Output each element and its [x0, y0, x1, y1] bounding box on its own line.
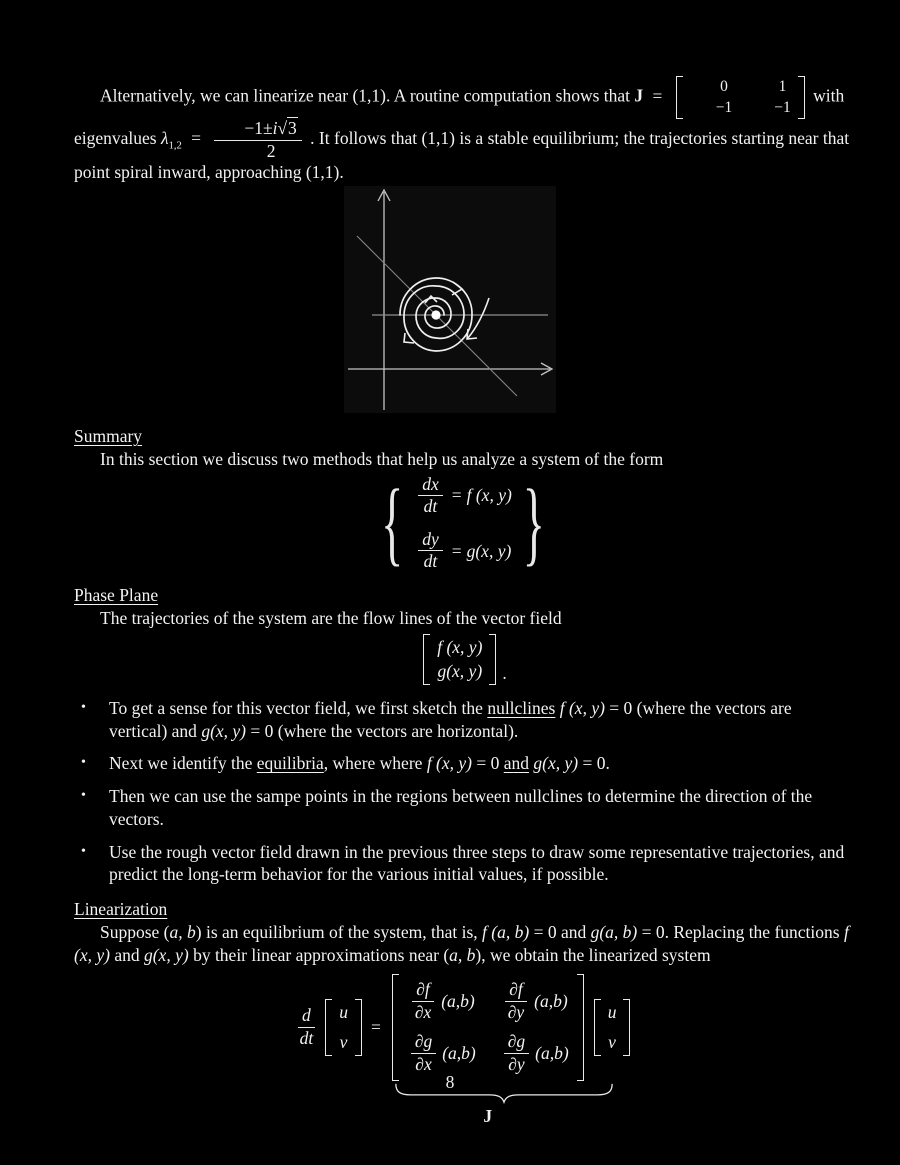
fraction-numerator: ∂f [505, 980, 527, 1002]
linearized-system-inner [292, 974, 635, 1126]
summary-heading: Summary [74, 426, 143, 447]
right-bracket [489, 634, 496, 686]
left-bracket [594, 999, 601, 1056]
evaluation-point: (a,b) [534, 990, 568, 1011]
bullet-run: = 0 [472, 753, 504, 774]
phase-portrait-figure [344, 186, 556, 413]
jacobian-cell-21 [407, 1032, 476, 1074]
bullet-marker: • [81, 788, 86, 803]
radical-sign: √ [277, 118, 288, 139]
lambda-symbol: λ [160, 128, 169, 149]
vector-cell: v [608, 1031, 616, 1052]
numerator-text: −1± [244, 118, 273, 139]
plot-background [344, 186, 556, 413]
matrix-cell: 1 [778, 78, 787, 95]
bullet-run: = 0. [578, 753, 610, 774]
underlined-term: nullclines [487, 697, 556, 718]
linearization-body [74, 921, 852, 967]
intro-paragraph [74, 76, 852, 184]
math-run: g(x, y) [201, 720, 247, 741]
intro-text: . It follows that (1,1) is a stable equilibrium; the trajectories starting near that point spiral inward, approaching (1,1). [74, 128, 850, 183]
bullet-run: = 0 (where the vectors are vertical) and [109, 697, 792, 741]
vector-cell: u [607, 1002, 617, 1023]
imaginary-i: i [272, 118, 278, 139]
equals-sign: = [652, 85, 663, 106]
jacobian-cell-11 [407, 980, 476, 1022]
matrix-cell: −1 [715, 98, 733, 116]
math-run: f (x, y) [559, 697, 605, 718]
uv-vector-left [325, 999, 362, 1056]
bullet-marker: • [81, 843, 86, 859]
jacobian-matrix-inline [676, 76, 805, 119]
math-run: a, b [449, 944, 476, 965]
bullet-marker: • [81, 755, 86, 771]
partial-fraction [411, 1032, 436, 1074]
fraction-denominator: ∂y [507, 1001, 525, 1022]
vector-field-matrix [74, 634, 852, 691]
fraction-numerator: ∂g [411, 1032, 436, 1054]
partial-fraction [504, 980, 528, 1022]
system-rows [414, 475, 512, 572]
linearization-heading: Linearization [74, 899, 168, 919]
left-curly-brace: { [381, 470, 404, 575]
phase-plane-body: The trajectories of the system are the flow lines of the vector field [100, 607, 562, 628]
right-bracket [577, 974, 584, 1080]
bullet-run: To get a sense for this vector field, we first sketch the [109, 697, 488, 718]
phase-portrait-svg [344, 186, 556, 413]
bullet-run: Next we identify the [109, 753, 257, 774]
bullet-text [109, 752, 852, 775]
matrix-cell: 0 [720, 78, 728, 95]
left-bracket [325, 999, 332, 1056]
matrix-entries [683, 76, 798, 119]
math-run: f (a, b) [482, 921, 530, 942]
vector-field-inner [419, 634, 507, 686]
period: . [502, 663, 507, 684]
text-run: = 0. Replacing the functions [637, 921, 844, 942]
jacobian-symbol: J [634, 85, 644, 106]
underlined-term: equilibria [256, 753, 324, 774]
system-row-2 [414, 530, 511, 572]
vector-entries [601, 999, 624, 1056]
math-run: g(x, y) [533, 753, 579, 774]
math-run: g(a, b) [590, 921, 638, 942]
eigenvalue-fraction [214, 119, 301, 161]
uv-vector-right [594, 999, 631, 1056]
fraction-denominator: dt [423, 496, 438, 517]
matrix-cell: −1 [774, 98, 791, 116]
vector-cell: v [339, 1031, 348, 1052]
system-equation-inner [378, 470, 548, 575]
ddt-fraction [296, 1006, 318, 1048]
math-run: a, b [169, 921, 196, 942]
bullet-run: , where where [323, 753, 427, 774]
equilibrium-point [431, 311, 440, 320]
rhs-f: f (x, y) [466, 485, 512, 506]
partial-fraction [411, 980, 435, 1022]
text-run: ), we obtain the linearized system [475, 944, 711, 965]
equals-sign: = [451, 485, 462, 506]
intro-text: with eigenvalues [74, 85, 845, 149]
text-run: by their linear approximations near ( [188, 944, 450, 965]
left-bracket [423, 634, 430, 686]
bullet-text [109, 697, 852, 743]
jacobian-label: J [483, 1105, 493, 1126]
fraction-denominator: ∂y [508, 1054, 525, 1075]
page-number: 8 [445, 1072, 455, 1092]
right-curly-brace: } [522, 470, 545, 575]
fraction-numerator [214, 119, 301, 141]
jacobian-cell-22 [500, 1032, 569, 1074]
bullet-run: = 0 (where the vectors are horizontal). [246, 720, 519, 741]
dxdt-fraction [418, 475, 443, 517]
left-bracket [392, 974, 399, 1080]
equals-sign: = [370, 1017, 381, 1038]
left-bracket [676, 76, 683, 119]
fraction-numerator: dx [418, 475, 443, 497]
bullet-text: Use the rough vector field drawn in the previous three steps to draw some representative trajectories, and predict the long-term behavior for the various initial values, if possible. [109, 841, 845, 885]
math-run: g(x, y) [143, 944, 189, 965]
math-run: f (x, y) [74, 921, 849, 965]
radicand: 3 [288, 118, 297, 139]
equals-sign: = [191, 128, 201, 149]
rhs-g: g(x, y) [466, 540, 512, 561]
right-bracket [798, 76, 805, 119]
evaluation-point: (a,b) [442, 1043, 476, 1064]
matrix-entries [430, 634, 489, 686]
right-bracket [623, 999, 630, 1056]
vector-cell: u [339, 1002, 348, 1023]
vector-entries [332, 999, 355, 1056]
math-run: f (x, y) [426, 753, 472, 774]
fraction-numerator: ∂f [412, 980, 434, 1002]
fraction-denominator: dt [423, 551, 438, 572]
evaluation-point: (a,b) [535, 1043, 569, 1064]
jacobian-cell-12 [500, 980, 569, 1022]
lambda-subscript: 1,2 [168, 140, 182, 152]
intro-text: Alternatively, we can linearize near (1,1). A routine computation shows that [100, 85, 635, 106]
bullet-item-nullclines [74, 697, 852, 743]
matrix-cell: f (x, y) [437, 636, 483, 657]
equals-sign: = [451, 540, 462, 561]
vector-field-bracket-matrix [423, 634, 496, 686]
text-run: and [109, 944, 144, 965]
right-bracket [355, 999, 362, 1056]
fraction-denominator: ∂x [414, 1001, 432, 1022]
fraction-denominator: 2 [266, 140, 276, 161]
text-run: = 0 and [529, 921, 591, 942]
fraction-denominator: ∂x [415, 1054, 432, 1075]
bullet-marker: • [81, 699, 86, 715]
fraction-numerator: d [298, 1006, 315, 1028]
jacobian-matrix-wrap [388, 974, 588, 1126]
fraction-denominator: dt [299, 1027, 314, 1048]
bullet-text: Then we can use the sampe points in the regions between nullclines to determine the direction of the vectors. [109, 786, 813, 829]
bullet-item-sample-points [74, 785, 852, 831]
summary-body: In this section we discuss two methods that help us analyze a system of the form [100, 448, 664, 469]
fraction-numerator: dy [418, 530, 443, 552]
bullet-item-rough-field [74, 841, 852, 887]
underlined-term: and [503, 753, 530, 774]
phase-plane-heading: Phase Plane [74, 585, 159, 605]
partial-fraction [504, 1032, 529, 1074]
jacobian-entries [399, 974, 577, 1080]
jacobian-matrix [392, 974, 584, 1080]
system-row-1 [414, 475, 512, 517]
linearized-system-equation [74, 974, 852, 1126]
evaluation-point: (a,b) [441, 990, 475, 1011]
system-equation [74, 470, 852, 575]
text-run: Suppose ( [100, 921, 170, 942]
bullet-item-equilibria [74, 752, 852, 775]
matrix-cell: g(x, y) [437, 661, 483, 682]
dydt-fraction [418, 530, 443, 572]
fraction-numerator: ∂g [504, 1032, 529, 1054]
text-run: ) is an equilibrium of the system, that is, [195, 921, 483, 942]
